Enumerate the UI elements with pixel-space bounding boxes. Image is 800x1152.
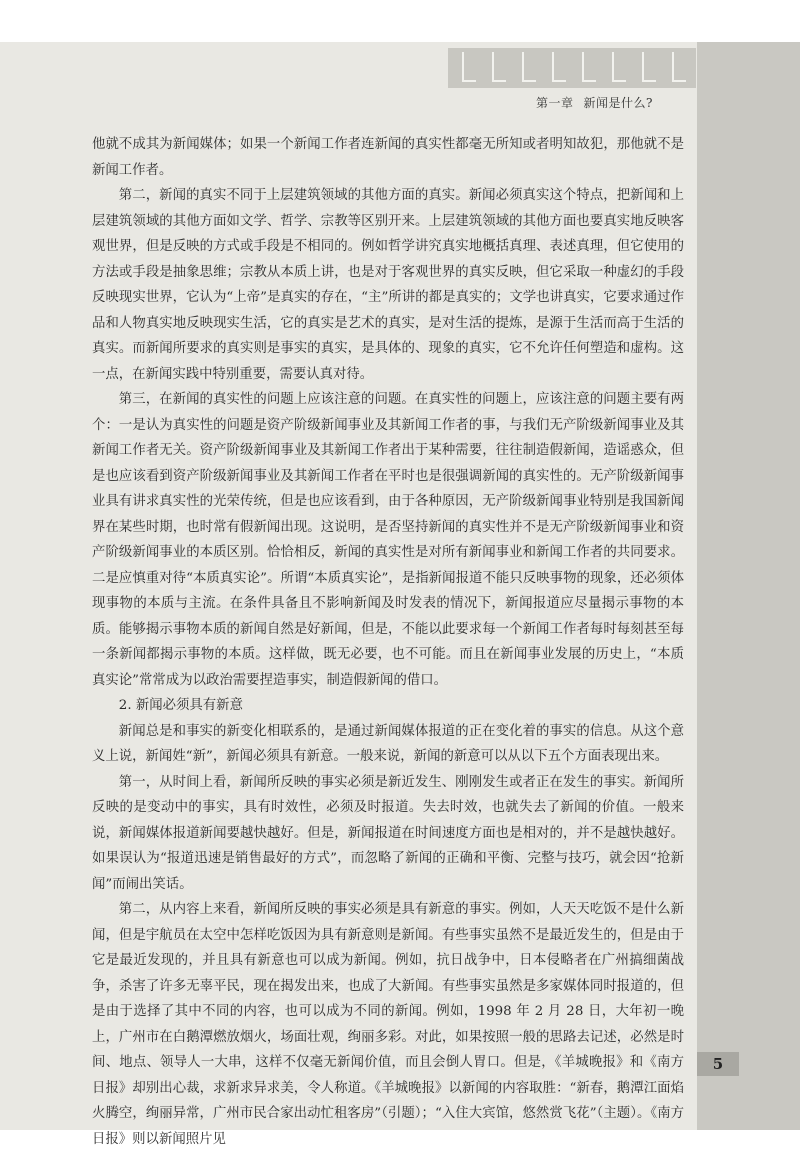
paragraph: 2. 新闻必须具有新意 [118,698,243,713]
paragraph: 第二，新闻的真实不同于上层建筑领域的其他方面的真实。新闻必须真实这个特点，把新闻和上层建筑领域的其他方面如文学、哲学、宗教等区别开来。上层建筑领域的其他方面也要真实地反映客观世界，但是反映的方式或手段是不相同的。例如哲学讲究真实地概括真理、表述真理，但它使用的方法或手段是抽象思维；宗教从本质上讲，也是对于客观世界的真实反映，但它采取一种虚幻的手段反映现实世界，它认为“上帝”是真实的存在，“主”所讲的都是真实的；文学也讲真实，它要求通过作品和人物真实地反映现实生活，它的真实是艺术的真实，是对生活的提炼，是源于生活而高于生活的真实。而新闻所要求的真实则是事实的真实，是具体的、现象的真实，它不允许任何塑造和虚构。这一点，在新闻实践中特别重要，需要认真对待。 [92,188,684,382]
paragraph: 第三，在新闻的真实性的问题上应该注意的问题。在真实性的问题上，应该注意的问题主要有两个：一是认为真实性的问题是资产阶级新闻事业及其新闻工作者的事，与我们无产阶级新闻事业及其新闻工作者无关。资产阶级新闻事业及其新闻工作者出于某种需要，往往制造假新闻，造谣惑众，但是也应该看到资产阶级新闻事业及其新闻工作者在平时也是很强调新闻的真实性的。无产阶级新闻事业具有讲求真实性的光荣传统，但是也应该看到，由于各种原因，无产阶级新闻事业特别是我国新闻界在某些时期，也时常有假新闻出现。这说明，是否坚持新闻的真实性并不是无产阶级新闻事业和资产阶级新闻事业的本质区别。恰恰相反，新闻的真实性是对所有新闻事业和新闻工作者的共同要求。二是应慎重对待“本质真实论”。所谓“本质真实论”，是指新闻报道不能只反映事物的现象，还必须体现事物的本质与主流。在条件具备且不影响新闻及时发表的情况下，新闻报道应尽量揭示事物的本质。能够揭示事物本质的新闻自然是好新闻，但是，不能以此要求每一个新闻工作者每时每刻甚至每一条新闻都揭示事物的本质。这样做，既无必要，也不可能。而且在新闻事业发展的历史上，“本质真实论”常常成为以政治需要捏造事实，制造假新闻的借口。 [92,392,684,688]
paragraph: 他就不成其为新闻媒体；如果一个新闻工作者连新闻的真实性都毫无所知或者明知故犯，那他就不是新闻工作者。 [92,137,684,178]
running-header [536,94,686,112]
margin-stripe [697,42,800,1130]
paragraph: 第一，从时间上看，新闻所反映的事实必须是新近发生、刚刚发生或者正在发生的事实。新闻所反映的是变动中的事实，具有时效性，必须及时报道。失去时效，也就失去了新闻的价值。一般来说，新闻媒体报道新闻要越快越好。但是，新闻报道在时间速度方面也是相对的，并不是越快越好。如果误认为“报道迅速是销售最好的方式”，而忽略了新闻的正确和平衡、完整与技巧，就会因“抢新闻”而闹出笑话。 [92,774,684,892]
body-text [92,132,684,1147]
chapter-number: 第一章 [536,96,574,110]
header-decoration [448,48,696,88]
page-number: 5 [697,1052,739,1076]
chapter-title: 新闻是什么? [583,96,653,110]
paragraph: 新闻总是和事实的新变化相联系的，是通过新闻媒体报道的正在变化着的事实的信息。从这个意义上说，新闻姓“新”，新闻必须具有新意。一般来说，新闻的新意可以从以下五个方面表现出来。 [92,723,684,764]
paragraph: 第二，从内容上来看，新闻所反映的事实必须是具有新意的事实。例如，人天天吃饭不是什么新闻，但是宇航员在太空中怎样吃饭因为具有新意则是新闻。有些事实虽然不是最近发生的，但是由于它是最近发现的，并且具有新意也可以成为新闻。例如，抗日战争中，日本侵略者在广州搞细菌战争，杀害了许多无辜平民，现在揭发出来，也成了大新闻。有些事实虽然是多家媒体同时报道的，但是由于选择了其中不同的内容，也可以成为不同的新闻。例如，1998 年 2 月 28 日，大年初一晚上，广州市在白鹅潭燃放烟火，场面壮观，绚丽多彩。对此，如果按照一般的思路去记述，必然是时间、地点、领导人一大串，这样不仅毫无新闻价值，而且会倒人胃口。但是，《羊城晚报》和《南方日报》却别出心裁，求新求异求美，令人称道。《羊城晚报》以新闻的内容取胜：“新春，鹅潭江面焰火腾空，绚丽异常，广州市民合家出动忙租客房”（引题）；“入住大宾馆，悠然赏飞花”（主题）。《南方日报》则以新闻照片见 [92,902,684,1147]
